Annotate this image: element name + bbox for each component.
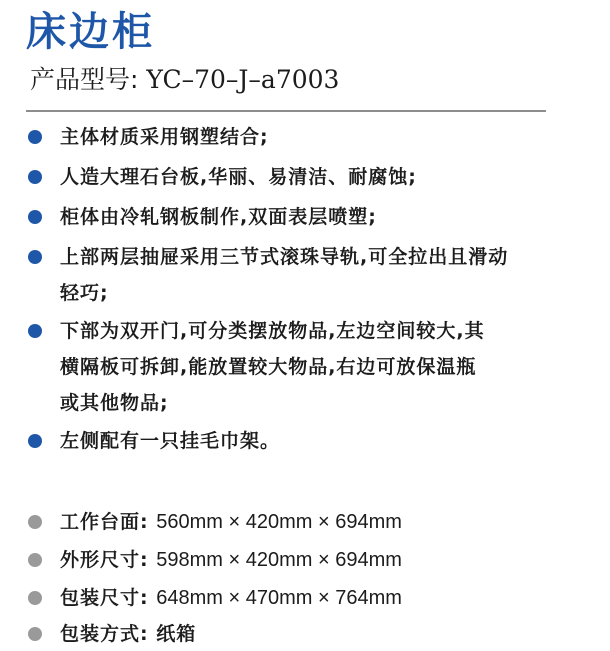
- spec-row: [60, 543, 580, 577]
- bullet-icon: [28, 553, 42, 567]
- spec-value: 648mm × 470mm × 764mm: [156, 587, 402, 609]
- spec-row: [60, 581, 580, 615]
- bullet-icon: [28, 130, 42, 144]
- bullet-icon: [28, 515, 42, 529]
- divider: [26, 110, 546, 112]
- bullet-icon: [28, 250, 42, 264]
- bullet-icon: [28, 627, 42, 641]
- feature-text-cont: 横隔板可拆卸,能放置较大物品,右边可放保温瓶: [60, 356, 477, 378]
- spec-row: [60, 505, 580, 539]
- feature-text: 主体材质采用钢塑结合;: [60, 126, 269, 148]
- spec-label: 包装方式:: [60, 623, 149, 645]
- spec-label: 工作台面:: [60, 511, 149, 533]
- bullet-icon: [28, 434, 42, 448]
- bullet-icon: [28, 170, 42, 184]
- feature-text: 人造大理石台板,华丽、易清洁、耐腐蚀;: [60, 166, 417, 188]
- bullet-icon: [28, 591, 42, 605]
- model-number: [30, 62, 339, 98]
- feature-text: 上部两层抽屉采用三节式滚珠导轨,可全拉出且滑动: [60, 246, 509, 268]
- spec-label: 包装尺寸:: [60, 587, 149, 609]
- feature-text: 下部为双开门,可分类摆放物品,左边空间较大,其: [60, 320, 485, 342]
- feature-text: 柜体由冷轧钢板制作,双面表层喷塑;: [60, 206, 377, 228]
- spec-value: 598mm × 420mm × 694mm: [156, 549, 402, 571]
- spec-value: 纸箱: [156, 623, 197, 645]
- feature-text-cont: 轻巧;: [60, 282, 109, 304]
- spec-value: 560mm × 420mm × 694mm: [156, 511, 402, 533]
- model-label: 产品型号:: [30, 65, 139, 94]
- bullet-icon: [28, 210, 42, 224]
- bullet-icon: [28, 324, 42, 338]
- page-title: 床边柜: [26, 9, 155, 55]
- feature-text: 左侧配有一只挂毛巾架。: [60, 430, 281, 452]
- model-value: YC–70–J–a7003: [146, 65, 340, 94]
- spec-label: 外形尺寸:: [60, 549, 149, 571]
- spec-row: [60, 617, 580, 651]
- feature-text-cont: 或其他物品;: [60, 392, 169, 414]
